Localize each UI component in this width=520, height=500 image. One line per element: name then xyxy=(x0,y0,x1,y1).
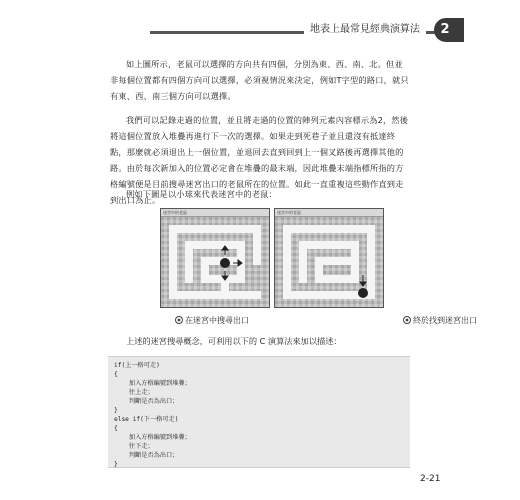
figure-bullet-icon xyxy=(175,316,183,324)
code-line: 往下走； xyxy=(114,443,154,450)
code-line: else if(下一格可走) xyxy=(114,416,179,423)
maze-window-exit-found xyxy=(274,208,477,325)
code-line: if(上一格可走) xyxy=(114,362,160,369)
paragraph-stack-explanation: 我們可以記錄走過的位置，並且將走過的位置的陣列元素內容標示為2，然後將這個位置放入堆疊再進行下一次的選擇。如果走到死巷子並且還沒有抵達終點，那麼就必須退出上一個位置，並退回去直到回到上一個叉路後再選擇其他的路。由於每次新加入的位置必定會在堆疊的最末端，因此堆疊末端指標所指的方格編號便是目前搜尋迷宮出口的老鼠所在的位置。如此一直重複這些動作直到走到出口為止。 xyxy=(110,115,409,205)
maze-figures xyxy=(160,208,477,328)
code-line: { xyxy=(114,371,118,378)
maze-grid-exit-found xyxy=(275,217,383,307)
code-line: { xyxy=(114,425,118,432)
maze-window-title: 迷宮中的老鼠 xyxy=(161,209,269,217)
code-line: 判斷是否為出口； xyxy=(114,398,179,405)
header-title: 地表上最常見經典演算法 xyxy=(304,18,426,42)
caption-exit-found: 終於找到迷宮出口 xyxy=(403,315,477,326)
page-number: 2-21 xyxy=(420,474,441,484)
caption-searching: 在迷宮中搜尋出口 xyxy=(175,315,249,326)
code-line: 加入方格編號到堆疊； xyxy=(114,380,191,387)
mouse-ball xyxy=(358,288,368,298)
mouse-ball xyxy=(220,258,230,268)
code-line: 加入方格編號到堆疊； xyxy=(114,434,191,441)
maze-window-searching xyxy=(160,208,270,325)
paragraph-example-intro: 例如下圖是以小球來代表迷宮中的老鼠： xyxy=(126,189,277,199)
code-line: } xyxy=(114,461,118,468)
chapter-badge: 2 xyxy=(434,18,456,42)
paragraph-directions: 如上圖所示，老鼠可以選擇的方向共有四個，分別為東、西、南、北。但並非每個位置都有四個方向可以選擇，必須視情況來決定，例如T字型的路口，就只有東、西、南三個方向可以選擇。 xyxy=(110,59,409,101)
paragraph-code-intro: 上述的迷宮搜尋概念，可利用以下的 C 演算法來加以描述： xyxy=(126,336,342,346)
page-header xyxy=(0,18,520,44)
code-line: } xyxy=(114,407,118,414)
figure-bullet-icon xyxy=(403,316,411,324)
code-line: 判斷是否為出口； xyxy=(114,452,179,459)
code-line: 往上走； xyxy=(114,389,154,396)
maze-window-title: 迷宮中的老鼠 xyxy=(275,209,383,217)
maze-grid-searching xyxy=(161,217,269,307)
code-block xyxy=(108,356,410,468)
